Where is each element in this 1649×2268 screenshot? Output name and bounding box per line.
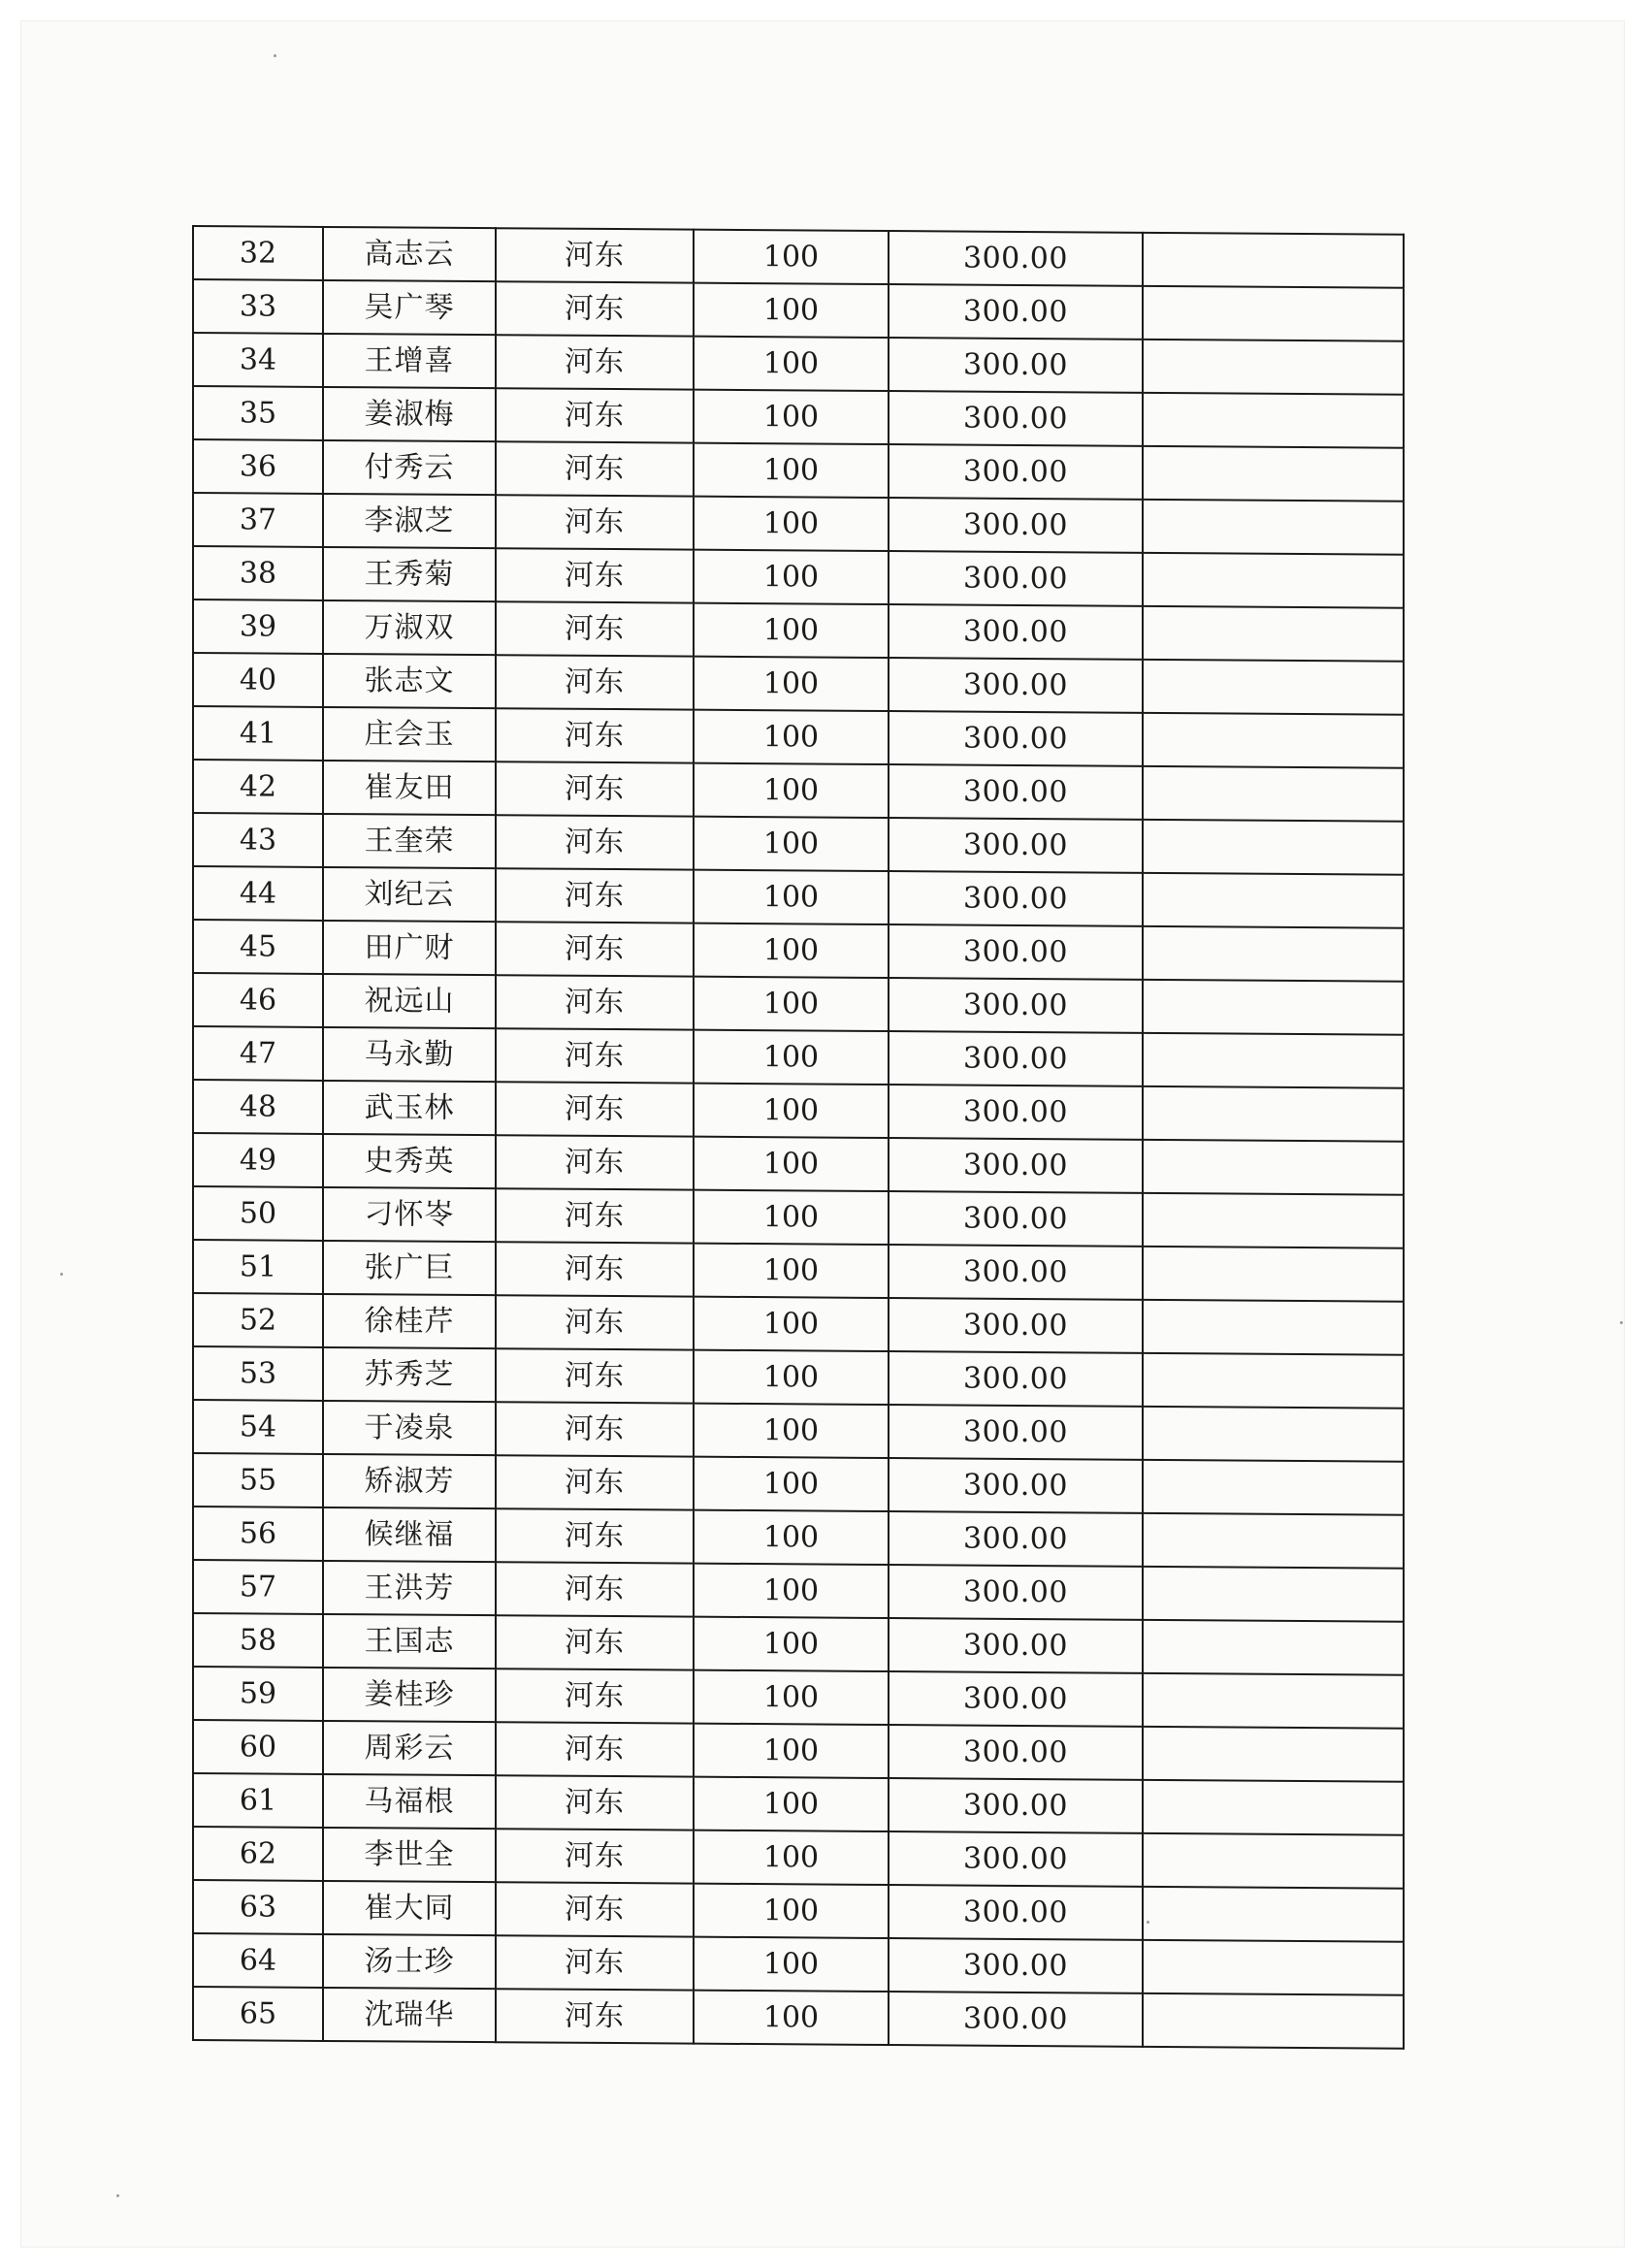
area-cell: 河东 [496, 1669, 694, 1723]
table-row [193, 866, 1404, 928]
remarks-cell [1143, 1460, 1404, 1515]
row-number-cell: 38 [193, 546, 323, 600]
amount-cell: 300.00 [889, 1565, 1143, 1620]
area-cell: 河东 [496, 655, 694, 709]
amount-cell: 300.00 [889, 1085, 1143, 1140]
scan-speck [274, 54, 276, 57]
remarks-cell [1143, 1620, 1404, 1675]
row-number-cell: 51 [193, 1240, 323, 1294]
person-name-cell: 张广巨 [323, 1241, 496, 1295]
table-row [193, 1560, 1404, 1622]
quantity-cell: 100 [694, 230, 889, 284]
amount-cell: 300.00 [889, 604, 1143, 660]
person-name-cell: 徐桂芹 [323, 1294, 496, 1348]
area-cell: 河东 [496, 1829, 694, 1883]
row-number-cell: 61 [193, 1773, 323, 1828]
remarks-cell [1143, 1727, 1404, 1782]
quantity-cell: 100 [694, 763, 889, 818]
remarks-cell [1143, 766, 1404, 822]
quantity-cell: 100 [694, 1297, 889, 1351]
row-number-cell: 33 [193, 279, 323, 334]
amount-cell: 300.00 [889, 1031, 1143, 1086]
row-number-cell: 43 [193, 813, 323, 867]
row-number-cell: 36 [193, 439, 323, 494]
row-number-cell: 54 [193, 1400, 323, 1454]
quantity-cell: 100 [694, 1564, 889, 1618]
scan-speck [1620, 1321, 1623, 1324]
person-name-cell: 苏秀芝 [323, 1347, 496, 1402]
person-name-cell: 吴广琴 [323, 280, 496, 335]
quantity-cell: 100 [694, 1030, 889, 1085]
roster-table-body [193, 226, 1404, 2049]
remarks-cell [1143, 1193, 1404, 1248]
amount-cell: 300.00 [889, 764, 1143, 820]
quantity-cell: 100 [694, 1244, 889, 1298]
person-name-cell: 庄会玉 [323, 707, 496, 761]
amount-cell: 300.00 [889, 444, 1143, 500]
area-cell: 河东 [496, 228, 694, 282]
table-row [193, 1613, 1404, 1675]
person-name-cell: 崔友田 [323, 761, 496, 815]
amount-cell: 300.00 [889, 1671, 1143, 1727]
quantity-cell: 100 [694, 1350, 889, 1405]
remarks-cell [1143, 1140, 1404, 1195]
row-number-cell: 44 [193, 866, 323, 921]
quantity-cell: 100 [694, 870, 889, 924]
remarks-cell [1143, 980, 1404, 1035]
person-name-cell: 马福根 [323, 1774, 496, 1829]
row-number-cell: 52 [193, 1293, 323, 1347]
quantity-cell: 100 [694, 817, 889, 871]
area-cell: 河东 [496, 1455, 694, 1509]
amount-cell: 300.00 [889, 978, 1143, 1033]
person-name-cell: 汤士珍 [323, 1934, 496, 1989]
quantity-cell: 100 [694, 1510, 889, 1565]
quantity-cell: 100 [694, 443, 889, 498]
table-row [193, 706, 1404, 768]
area-cell: 河东 [496, 601, 694, 656]
row-number-cell: 64 [193, 1933, 323, 1988]
row-number-cell: 57 [193, 1560, 323, 1614]
quantity-cell: 100 [694, 1991, 889, 2045]
remarks-cell [1143, 606, 1404, 662]
remarks-cell [1143, 1673, 1404, 1729]
area-cell: 河东 [496, 1562, 694, 1616]
row-number-cell: 50 [193, 1186, 323, 1241]
area-cell: 河东 [496, 1775, 694, 1830]
person-name-cell: 武玉林 [323, 1081, 496, 1135]
amount-cell: 300.00 [889, 818, 1143, 873]
row-number-cell: 47 [193, 1026, 323, 1081]
row-number-cell: 35 [193, 386, 323, 440]
remarks-cell [1143, 820, 1404, 875]
row-number-cell: 37 [193, 493, 323, 547]
table-row [193, 1667, 1404, 1729]
table-row [193, 1507, 1404, 1569]
quantity-cell: 100 [694, 1670, 889, 1725]
amount-cell: 300.00 [889, 711, 1143, 766]
table-row [193, 226, 1404, 288]
table-row [193, 386, 1404, 448]
amount-cell: 300.00 [889, 1885, 1143, 1940]
row-number-cell: 34 [193, 333, 323, 387]
quantity-cell: 100 [694, 337, 889, 391]
roster-table [192, 225, 1405, 2050]
row-number-cell: 55 [193, 1453, 323, 1507]
row-number-cell: 58 [193, 1613, 323, 1668]
person-name-cell: 候继福 [323, 1507, 496, 1562]
area-cell: 河东 [496, 441, 694, 496]
amount-cell: 300.00 [889, 1778, 1143, 1833]
person-name-cell: 付秀云 [323, 440, 496, 495]
quantity-cell: 100 [694, 1190, 889, 1245]
area-cell: 河东 [496, 922, 694, 976]
remarks-cell [1143, 1033, 1404, 1088]
amount-cell: 300.00 [889, 1298, 1143, 1353]
person-name-cell: 姜淑梅 [323, 387, 496, 441]
person-name-cell: 刘纪云 [323, 867, 496, 922]
table-row [193, 1720, 1404, 1782]
table-row [193, 973, 1404, 1035]
person-name-cell: 高志云 [323, 227, 496, 281]
quantity-cell: 100 [694, 1084, 889, 1138]
amount-cell: 300.00 [889, 1831, 1143, 1887]
amount-cell: 300.00 [889, 1618, 1143, 1673]
area-cell: 河东 [496, 388, 694, 442]
area-cell: 河东 [496, 335, 694, 389]
area-cell: 河东 [496, 708, 694, 762]
row-number-cell: 49 [193, 1133, 323, 1187]
table-row [193, 1987, 1404, 2049]
area-cell: 河东 [496, 815, 694, 869]
amount-cell: 300.00 [889, 924, 1143, 980]
area-cell: 河东 [496, 1989, 694, 2043]
row-number-cell: 39 [193, 599, 323, 654]
amount-cell: 300.00 [889, 1245, 1143, 1300]
table-row [193, 813, 1404, 875]
table-row [193, 1453, 1404, 1515]
table-row [193, 1080, 1404, 1142]
remarks-cell [1143, 1833, 1404, 1889]
table-row [193, 1933, 1404, 1995]
area-cell: 河东 [496, 281, 694, 336]
amount-cell: 300.00 [889, 1405, 1143, 1460]
person-name-cell: 祝远山 [323, 974, 496, 1028]
row-number-cell: 53 [193, 1346, 323, 1401]
amount-cell: 300.00 [889, 1511, 1143, 1567]
table-row [193, 1880, 1404, 1942]
quantity-cell: 100 [694, 1777, 889, 1831]
amount-cell: 300.00 [889, 1458, 1143, 1513]
row-number-cell: 65 [193, 1987, 323, 2041]
row-number-cell: 45 [193, 920, 323, 974]
table-row [193, 1346, 1404, 1409]
person-name-cell: 王奎荣 [323, 814, 496, 868]
amount-cell: 300.00 [889, 658, 1143, 713]
area-cell: 河东 [496, 868, 694, 923]
quantity-cell: 100 [694, 550, 889, 604]
table-row [193, 1026, 1404, 1088]
quantity-cell: 100 [694, 657, 889, 711]
person-name-cell: 姜桂珍 [323, 1668, 496, 1722]
row-number-cell: 63 [193, 1880, 323, 1934]
table-row [193, 493, 1404, 555]
area-cell: 河东 [496, 761, 694, 816]
person-name-cell: 张志文 [323, 654, 496, 708]
table-row [193, 760, 1404, 822]
amount-cell: 300.00 [889, 1191, 1143, 1247]
person-name-cell: 刁怀岺 [323, 1187, 496, 1242]
quantity-cell: 100 [694, 923, 889, 978]
person-name-cell: 于凌泉 [323, 1401, 496, 1455]
quantity-cell: 100 [694, 1884, 889, 1938]
person-name-cell: 王秀菊 [323, 547, 496, 601]
person-name-cell: 万淑双 [323, 600, 496, 655]
table-row [193, 439, 1404, 502]
area-cell: 河东 [496, 1615, 694, 1669]
remarks-cell [1143, 446, 1404, 502]
person-name-cell: 马永勤 [323, 1027, 496, 1082]
quantity-cell: 100 [694, 710, 889, 764]
remarks-cell [1143, 1567, 1404, 1622]
person-name-cell: 周彩云 [323, 1721, 496, 1775]
quantity-cell: 100 [694, 283, 889, 338]
remarks-cell [1143, 1513, 1404, 1569]
row-number-cell: 60 [193, 1720, 323, 1774]
table-row [193, 1133, 1404, 1195]
area-cell: 河东 [496, 495, 694, 549]
area-cell: 河东 [496, 1402, 694, 1456]
area-cell: 河东 [496, 548, 694, 602]
quantity-cell: 100 [694, 603, 889, 658]
table-row [193, 1240, 1404, 1302]
table-row [193, 1186, 1404, 1248]
quantity-cell: 100 [694, 1831, 889, 1885]
table-row [193, 920, 1404, 982]
row-number-cell: 56 [193, 1507, 323, 1561]
remarks-cell [1143, 713, 1404, 768]
remarks-cell [1143, 1353, 1404, 1409]
person-name-cell: 田广财 [323, 921, 496, 975]
table-row [193, 1773, 1404, 1835]
remarks-cell [1143, 1940, 1404, 1995]
quantity-cell: 100 [694, 497, 889, 551]
amount-cell: 300.00 [889, 551, 1143, 606]
remarks-cell [1143, 1247, 1404, 1302]
amount-cell: 300.00 [889, 1725, 1143, 1780]
remarks-cell [1143, 1407, 1404, 1462]
person-name-cell: 王洪芳 [323, 1561, 496, 1615]
area-cell: 河东 [496, 1135, 694, 1189]
quantity-cell: 100 [694, 977, 889, 1031]
person-name-cell: 李世全 [323, 1828, 496, 1882]
scan-speck [60, 1273, 63, 1276]
remarks-cell [1143, 1993, 1404, 2049]
remarks-cell [1143, 1780, 1404, 1835]
remarks-cell [1143, 393, 1404, 448]
person-name-cell: 史秀英 [323, 1134, 496, 1188]
area-cell: 河东 [496, 1188, 694, 1243]
person-name-cell: 沈瑞华 [323, 1988, 496, 2042]
person-name-cell: 王国志 [323, 1614, 496, 1669]
quantity-cell: 100 [694, 390, 889, 444]
person-name-cell: 矫淑芳 [323, 1454, 496, 1508]
amount-cell: 300.00 [889, 284, 1143, 340]
area-cell: 河东 [496, 1082, 694, 1136]
amount-cell: 300.00 [889, 391, 1143, 446]
row-number-cell: 40 [193, 653, 323, 707]
area-cell: 河东 [496, 1508, 694, 1563]
scan-speck [116, 2194, 119, 2197]
quantity-cell: 100 [694, 1457, 889, 1511]
remarks-cell [1143, 553, 1404, 608]
quantity-cell: 100 [694, 1724, 889, 1778]
row-number-cell: 32 [193, 226, 323, 280]
amount-cell: 300.00 [889, 1351, 1143, 1407]
area-cell: 河东 [496, 1348, 694, 1403]
row-number-cell: 42 [193, 760, 323, 814]
remarks-cell [1143, 873, 1404, 928]
remarks-cell [1143, 500, 1404, 555]
quantity-cell: 100 [694, 1617, 889, 1671]
quantity-cell: 100 [694, 1137, 889, 1191]
row-number-cell: 48 [193, 1080, 323, 1134]
quantity-cell: 100 [694, 1937, 889, 1992]
area-cell: 河东 [496, 1722, 694, 1776]
remarks-cell [1143, 233, 1404, 288]
amount-cell: 300.00 [889, 231, 1143, 286]
area-cell: 河东 [496, 1935, 694, 1990]
amount-cell: 300.00 [889, 1992, 1143, 2047]
person-name-cell: 王增喜 [323, 334, 496, 388]
row-number-cell: 62 [193, 1827, 323, 1881]
remarks-cell [1143, 286, 1404, 341]
row-number-cell: 46 [193, 973, 323, 1027]
area-cell: 河东 [496, 1882, 694, 1936]
person-name-cell: 崔大同 [323, 1881, 496, 1935]
table-row [193, 1400, 1404, 1462]
area-cell: 河东 [496, 1028, 694, 1083]
table-row [193, 653, 1404, 715]
row-number-cell: 41 [193, 706, 323, 761]
amount-cell: 300.00 [889, 1938, 1143, 1993]
amount-cell: 300.00 [889, 498, 1143, 553]
remarks-cell [1143, 1300, 1404, 1355]
amount-cell: 300.00 [889, 338, 1143, 393]
area-cell: 河东 [496, 1295, 694, 1349]
table-row [193, 599, 1404, 662]
table-row [193, 333, 1404, 395]
remarks-cell [1143, 660, 1404, 715]
remarks-cell [1143, 1086, 1404, 1142]
quantity-cell: 100 [694, 1404, 889, 1458]
table-row [193, 279, 1404, 341]
scanned-page [21, 21, 1624, 2247]
remarks-cell [1143, 926, 1404, 982]
area-cell: 河东 [496, 1242, 694, 1296]
area-cell: 河东 [496, 975, 694, 1029]
person-name-cell: 李淑芝 [323, 494, 496, 548]
remarks-cell [1143, 1887, 1404, 1942]
remarks-cell [1143, 340, 1404, 395]
row-number-cell: 59 [193, 1667, 323, 1721]
table-row [193, 1827, 1404, 1889]
amount-cell: 300.00 [889, 1138, 1143, 1193]
table-row [193, 1293, 1404, 1355]
amount-cell: 300.00 [889, 871, 1143, 926]
table-row [193, 546, 1404, 608]
